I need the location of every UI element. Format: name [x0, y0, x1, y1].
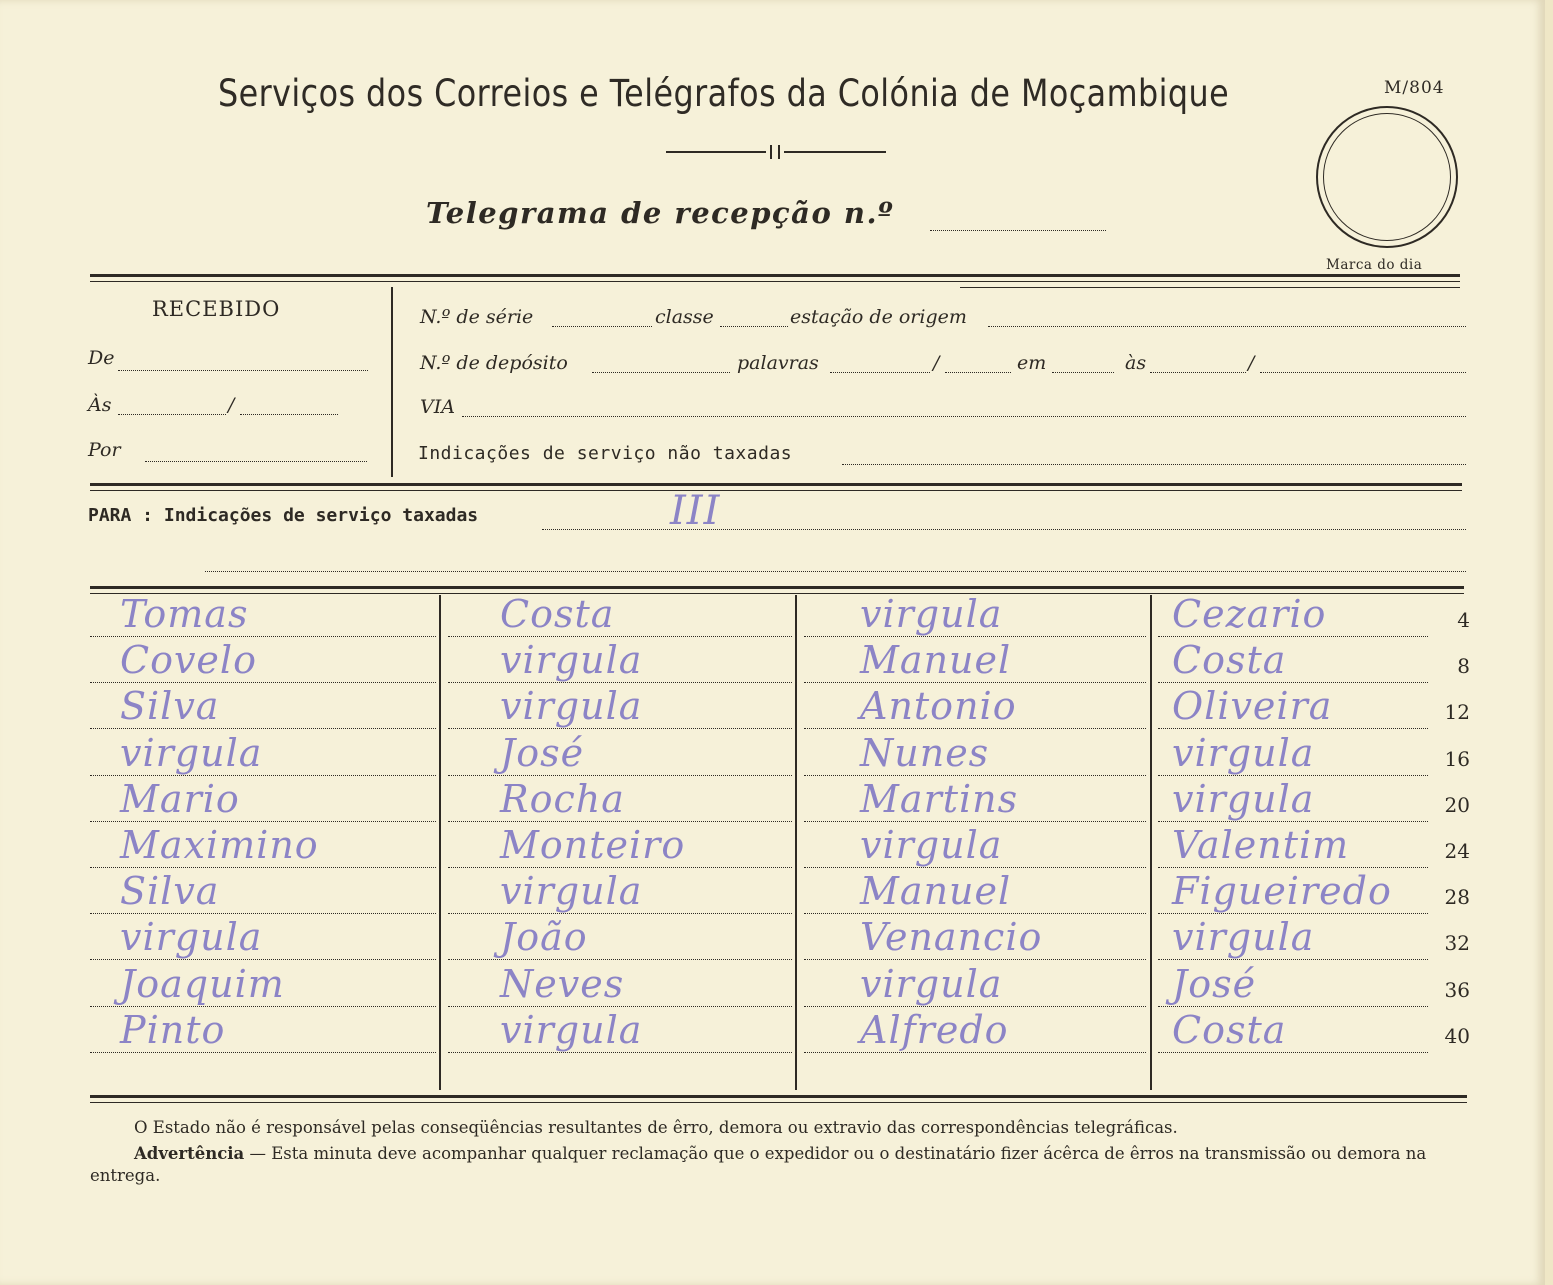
field-n-deposito[interactable]: [592, 372, 730, 373]
telegram-number-field[interactable]: [930, 230, 1106, 231]
message-line[interactable]: [90, 1006, 436, 1007]
message-line[interactable]: [448, 682, 792, 683]
message-line[interactable]: [90, 1052, 436, 1053]
message-word: virgula: [500, 638, 643, 683]
middle-rule: [90, 483, 1462, 486]
field-para-2[interactable]: [205, 571, 1466, 572]
message-line[interactable]: [448, 636, 792, 637]
stamp-caption: Marca do dia: [1326, 257, 1423, 273]
message-word: Oliveira: [1172, 684, 1333, 729]
message-word: Costa: [1172, 638, 1287, 683]
top-rule-thin: [90, 281, 1460, 282]
message-line[interactable]: [448, 959, 792, 960]
message-line[interactable]: [90, 636, 436, 637]
msg-col-divider-3: [1150, 595, 1152, 1090]
label-de: De: [88, 347, 115, 369]
msg-col-divider-2: [795, 595, 797, 1090]
date-stamp-circle: [1316, 106, 1458, 248]
message-line[interactable]: [448, 1052, 792, 1053]
message-word: Tomas: [120, 592, 249, 636]
as-hora-slash: /: [1248, 352, 1255, 374]
message-line[interactable]: [1158, 959, 1428, 960]
form-subtitle: Telegrama de recepção n.º: [426, 196, 895, 230]
label-classe: classe: [655, 306, 714, 328]
word-count-label: 4: [1457, 608, 1470, 632]
message-word: José: [1172, 961, 1257, 1006]
message-top-rule: [90, 586, 1464, 589]
message-line[interactable]: [1158, 682, 1428, 683]
message-line[interactable]: [804, 821, 1146, 822]
message-line[interactable]: [1158, 636, 1428, 637]
label-n-serie: N.º de série: [420, 306, 534, 328]
word-count-label: 28: [1444, 885, 1470, 910]
message-word: João: [500, 915, 588, 960]
message-word: Manuel: [860, 869, 1012, 914]
msg-col-divider-1: [439, 595, 441, 1090]
recebido-heading: RECEBIDO: [152, 297, 281, 321]
message-word: virgula: [1172, 776, 1315, 821]
field-as-minute[interactable]: [240, 414, 338, 415]
footer-disclaimer: O Estado não é responsável pelas conseqüências resultantes de êrro, demora ou extravio das correspondências telegráficas.: [134, 1118, 1178, 1137]
label-via: VIA: [420, 396, 455, 418]
message-word: Maximino: [120, 823, 319, 867]
label-estacao: estação de origem: [790, 306, 967, 328]
field-indicacoes-nao-taxadas[interactable]: [842, 464, 1466, 465]
field-as-minuto[interactable]: [1260, 372, 1466, 373]
message-line[interactable]: [448, 913, 792, 914]
palavras-slash: /: [933, 352, 940, 374]
message-line[interactable]: [1158, 1052, 1428, 1053]
form-code: M/804: [1384, 78, 1445, 98]
message-bottom-rule: [90, 1095, 1467, 1098]
label-por: Por: [88, 439, 121, 461]
message-word: virgula: [1172, 730, 1315, 775]
label-palavras: palavras: [737, 352, 819, 374]
message-line[interactable]: [804, 682, 1146, 683]
message-word: Antonio: [860, 684, 1017, 729]
message-line[interactable]: [1158, 775, 1428, 776]
message-line[interactable]: [448, 728, 792, 729]
label-indicacoes-nao-taxadas: Indicações de serviço não taxadas: [418, 443, 793, 464]
para-handwritten: III: [670, 488, 721, 534]
message-line[interactable]: [90, 913, 436, 914]
message-word: Joaquim: [120, 961, 285, 1006]
message-line[interactable]: [448, 821, 792, 822]
word-count-label: 12: [1444, 700, 1470, 725]
message-line[interactable]: [1158, 867, 1428, 868]
message-word: Neves: [500, 961, 625, 1006]
message-line[interactable]: [804, 1052, 1146, 1053]
word-count-label: 40: [1444, 1023, 1470, 1048]
field-as-hour[interactable]: [118, 414, 226, 415]
message-word: virgula: [500, 684, 643, 729]
message-word: Martins: [860, 776, 1019, 821]
message-word: Valentim: [1172, 823, 1350, 867]
message-line[interactable]: [1158, 728, 1428, 729]
message-word: José: [500, 730, 585, 775]
top-rule: [90, 274, 1460, 277]
message-word: Costa: [500, 592, 615, 636]
message-line[interactable]: [804, 867, 1146, 868]
message-line[interactable]: [90, 867, 436, 868]
as-slash: /: [228, 394, 235, 416]
label-as-hora: às: [1125, 352, 1147, 374]
footer-advertencia: [90, 1143, 1470, 1187]
message-line[interactable]: [448, 867, 792, 868]
message-line[interactable]: [804, 775, 1146, 776]
recebido-divider: [391, 287, 393, 477]
message-line[interactable]: [90, 959, 436, 960]
message-line[interactable]: [448, 1006, 792, 1007]
para-label: PARA : Indicações de serviço taxadas: [88, 505, 479, 526]
message-line[interactable]: [804, 913, 1146, 914]
message-word: Pinto: [120, 1007, 226, 1052]
word-count-label: 16: [1444, 746, 1470, 771]
advertencia-label: Advertência: [134, 1144, 245, 1163]
label-em: em: [1017, 352, 1047, 374]
field-estacao[interactable]: [988, 326, 1466, 327]
field-palavras-2[interactable]: [945, 372, 1011, 373]
form-title: Serviços dos Correios e Telégrafos da Colónia de Moçambique: [218, 72, 1230, 115]
word-count-label: 8: [1457, 654, 1470, 679]
message-word: Costa: [1172, 1007, 1287, 1052]
message-line[interactable]: [90, 728, 436, 729]
top-rule-short: [960, 287, 1460, 288]
message-word: Silva: [120, 684, 220, 729]
message-word: virgula: [120, 915, 263, 960]
message-word: Mario: [120, 776, 240, 821]
field-de[interactable]: [118, 370, 368, 371]
message-word: Rocha: [500, 776, 625, 821]
field-palavras[interactable]: [830, 372, 930, 373]
message-bottom-rule-thin: [90, 1102, 1467, 1103]
message-word: Nunes: [860, 730, 990, 775]
message-word: Silva: [120, 869, 220, 914]
message-word: Manuel: [860, 638, 1012, 683]
message-word: virgula: [860, 592, 1003, 636]
word-count-label: 24: [1444, 839, 1470, 863]
message-line[interactable]: [804, 636, 1146, 637]
message-word: Cezario: [1172, 592, 1327, 636]
message-line[interactable]: [90, 775, 436, 776]
label-n-deposito: N.º de depósito: [420, 352, 568, 374]
message-line[interactable]: [90, 821, 436, 822]
message-line[interactable]: [804, 728, 1146, 729]
word-count-label: 20: [1444, 792, 1470, 817]
message-word: Covelo: [120, 638, 257, 683]
field-n-serie[interactable]: [552, 326, 652, 327]
message-line[interactable]: [1158, 913, 1428, 914]
middle-rule-thin: [90, 490, 1462, 491]
message-word: virgula: [500, 869, 643, 914]
message-word: Alfredo: [860, 1007, 1009, 1052]
message-word: virgula: [500, 1007, 643, 1052]
message-word: Monteiro: [500, 823, 686, 867]
title-ornament: [666, 145, 886, 159]
message-word: virgula: [860, 961, 1003, 1006]
message-word: Venancio: [860, 915, 1043, 960]
field-via[interactable]: [462, 416, 1466, 417]
field-classe[interactable]: [720, 326, 788, 327]
label-as: Às: [88, 394, 112, 416]
message-word: Figueiredo: [1172, 869, 1392, 914]
message-line[interactable]: [804, 1006, 1146, 1007]
field-por[interactable]: [145, 461, 367, 462]
message-line[interactable]: [1158, 821, 1428, 822]
word-count-label: 36: [1444, 977, 1470, 1002]
message-line[interactable]: [448, 775, 792, 776]
message-line[interactable]: [804, 959, 1146, 960]
message-word: virgula: [1172, 915, 1315, 960]
word-count-label: 32: [1444, 931, 1470, 956]
message-line[interactable]: [90, 682, 436, 683]
field-as-hora[interactable]: [1150, 372, 1246, 373]
field-em[interactable]: [1052, 372, 1114, 373]
message-line[interactable]: [1158, 1006, 1428, 1007]
message-word: virgula: [120, 730, 263, 775]
advertencia-text: — Esta minuta deve acompanhar qualquer reclamação que o expedidor ou o destinatário fizer ácêrca de êrros na transmissão ou demora na entrega.: [90, 1144, 1427, 1185]
message-word: virgula: [860, 823, 1003, 867]
